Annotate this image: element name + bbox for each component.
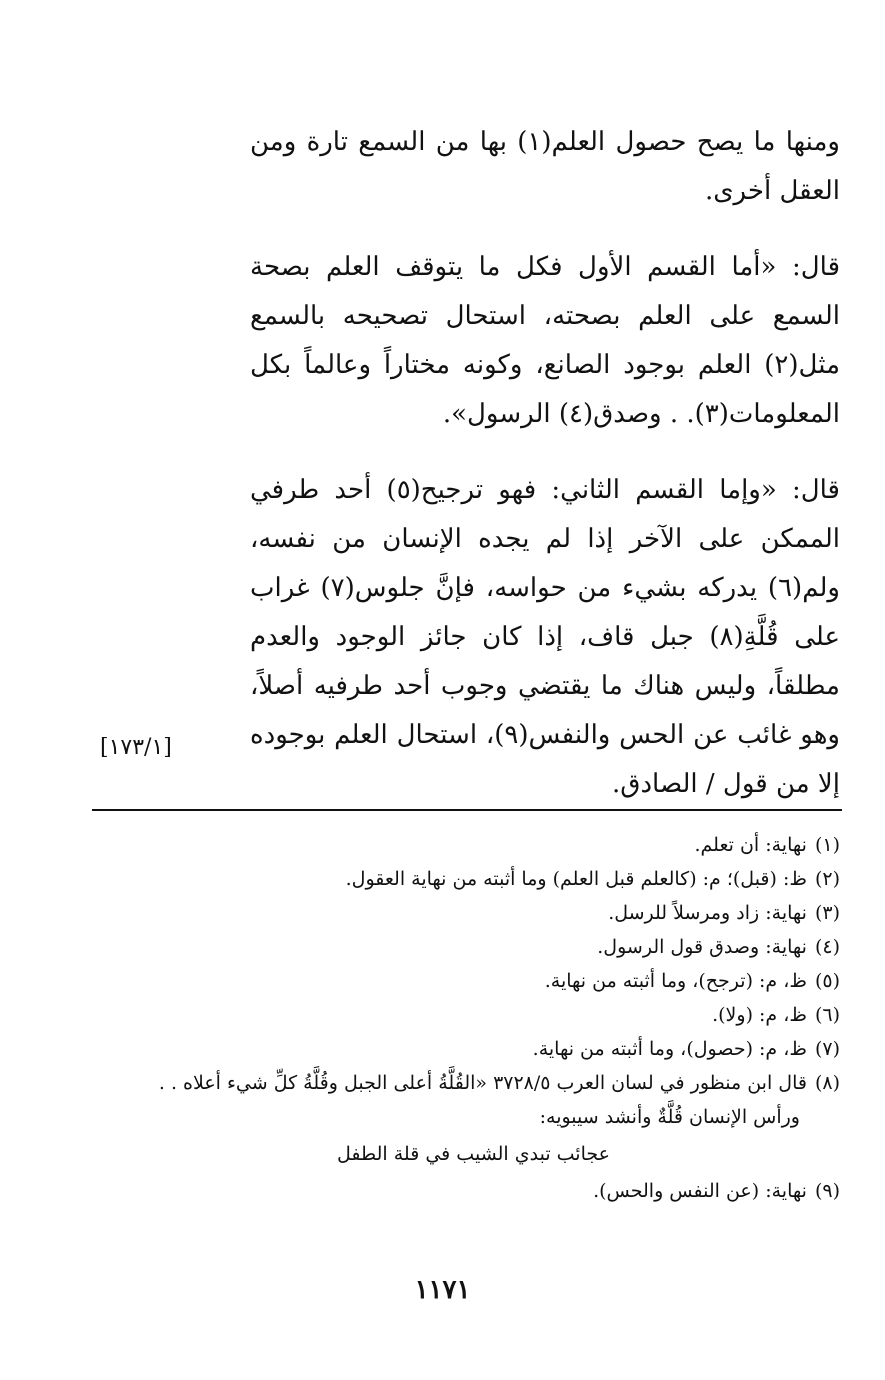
paragraph-2: قال: «أما القسم الأول فكل ما يتوقف العلم بصحة السمع على العلم بصحته، استحال تصحيحه بالسمع مثل(٢) العلم بوجود الصانع، وكونه مختاراً وعالماً بكل المعلومات(٣). . وصدق(٤) الرسول». (250, 252, 840, 429)
footnote-9: (٩)نهاية: (عن النفس والحس). (593, 1180, 840, 1202)
page-number: ١١٧١ (414, 1275, 471, 1305)
footnote-6: (٦)ظ، م: (ولا). (712, 1004, 840, 1026)
footnote-8-continuation: ورأس الإنسان قُلَّةٌ وأنشد سيبويه: (539, 1106, 800, 1128)
footnote-8: (٨)قال ابن منظور في لسان العرب ٣٧٢٨/٥ «القُلَّةُ أعلى الجبل وقُلَّةُ كلِّ شيء أعلاه . . (158, 1072, 840, 1094)
footnote-4: (٤)نهاية: وصدق قول الرسول. (597, 936, 840, 958)
paragraph-1: ومنها ما يصح حصول العلم(١) بها من السمع تارة ومن العقل أخرى. (250, 127, 840, 206)
footnote-8-verse: عجائب تبدي الشيب في قلة الطفل (337, 1143, 610, 1165)
footnote-3: (٣)نهاية: زاد ومرسلاً للرسل. (608, 902, 840, 924)
footnotes (95, 828, 840, 1208)
main-text (250, 118, 840, 836)
margin-reference: [١٧٣/١] (100, 735, 172, 760)
footnote-7: (٧)ظ، م: (حصول)، وما أثبته من نهاية. (532, 1038, 840, 1060)
footnote-5: (٥)ظ، م: (ترجح)، وما أثبته من نهاية. (544, 970, 840, 992)
footnote-separator (92, 809, 842, 811)
footnote-1: (١)نهاية: أن تعلم. (694, 834, 840, 856)
footnote-2: (٢)ظ: (قبل)؛ م: (كالعلم قبل العلم) وما أثبته من نهاية العقول. (345, 868, 840, 890)
paragraph-3: قال: «وإما القسم الثاني: فهو ترجيح(٥) أحد طرفي الممكن على الآخر إذا لم يجده الإنسان من نفسه، ولم(٦) يدركه بشيء من حواسه، فإنَّ جلوس(٧) غراب على قُلَّةِ(٨) جبل قاف، إذا كان جائز الوجود والعدم مطلقاً، وليس هناك ما يقتضي وجوب أحد طرفيه أصلاً، وهو غائب عن الحس والنفس(٩)، استحال العلم بوجوده إلا من قول / الصادق. (250, 475, 840, 799)
